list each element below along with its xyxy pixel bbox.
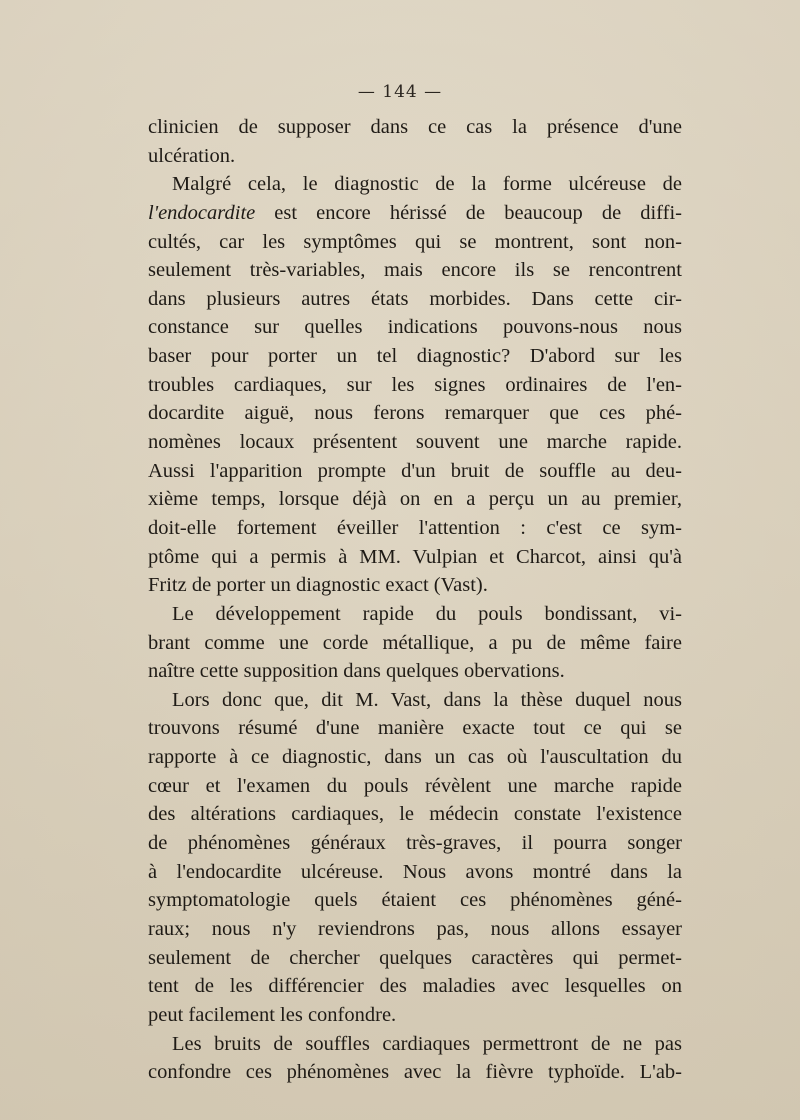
text-line: tent de les différencier des maladies avec lesquelles on (148, 975, 682, 998)
text-line: confondre ces phénomènes avec la fièvre typhoïde. L'ab- (148, 1061, 682, 1084)
text-line: seulement de chercher quelques caractères qui permet- (148, 946, 682, 969)
text-line: peut facilement les confondre. (148, 1003, 397, 1026)
text-line: Malgré cela, le diagnostic de la forme ulcéreuse de (172, 173, 682, 196)
text-line: naître cette supposition dans quelques obervations. (148, 660, 565, 683)
text-line: constance sur quelles indications pouvons-nous nous (148, 316, 682, 339)
text-line: seulement très-variables, mais encore ils se rencontrent (148, 259, 682, 282)
text-line: de phénomènes généraux très-graves, il pourra songer (148, 832, 682, 855)
text-line: baser pour porter un tel diagnostic? D'abord sur les (148, 345, 682, 368)
body-text (148, 113, 682, 1087)
text-line: ulcération. (148, 144, 236, 167)
text-line: rapporte à ce diagnostic, dans un cas où l'auscultation du (148, 746, 682, 769)
text-line: nomènes locaux présentent souvent une marche rapide. (148, 431, 682, 454)
text-line: docardite aiguë, nous ferons remarquer que ces phé- (148, 402, 682, 425)
text-line: des altérations cardiaques, le médecin constate l'existence (148, 803, 682, 826)
page-number: — 144 — (357, 82, 443, 102)
italic-term: l'endocardite (148, 201, 256, 224)
text-line: Fritz de porter un diagnostic exact (Vast). (148, 574, 488, 597)
text-line: ptôme qui a permis à MM. Vulpian et Charcot, ainsi qu'à (148, 545, 682, 568)
text-line: Les bruits de souffles cardiaques permettront de ne pas (172, 1032, 682, 1055)
text-line: dans plusieurs autres états morbides. Dans cette cir- (148, 287, 682, 310)
text-line: Lors donc que, dit M. Vast, dans la thèse duquel nous (172, 688, 682, 711)
text-line: troubles cardiaques, sur les signes ordinaires de l'en- (148, 373, 682, 396)
text-line: cultés, car les symptômes qui se montrent, sont non- (148, 230, 682, 253)
text-line: doit-elle fortement éveiller l'attention : c'est ce sym- (148, 516, 682, 539)
text-line: Le développement rapide du pouls bondissant, vi- (172, 602, 682, 625)
text-line: symptomatologie quels étaient ces phénomènes géné- (148, 889, 682, 912)
text-line: clinicien de supposer dans ce cas la présence d'une (148, 116, 682, 138)
text-line (148, 199, 682, 228)
line-rest: est encore hérissé de beaucoup de diffi- (255, 201, 682, 224)
text-line: cœur et l'examen du pouls révèlent une marche rapide (148, 774, 682, 797)
text-line: raux; nous n'y reviendrons pas, nous allons essayer (148, 917, 682, 940)
text-line: Aussi l'apparition prompte d'un bruit de souffle au deu- (148, 459, 682, 482)
text-line: trouvons résumé d'une manière exacte tout ce qui se (148, 717, 682, 740)
text-line: à l'endocardite ulcéreuse. Nous avons montré dans la (148, 860, 682, 883)
text-line: xième temps, lorsque déjà on en a perçu un au premier, (148, 488, 682, 511)
text-line: brant comme une corde métallique, a pu de même faire (148, 631, 682, 654)
